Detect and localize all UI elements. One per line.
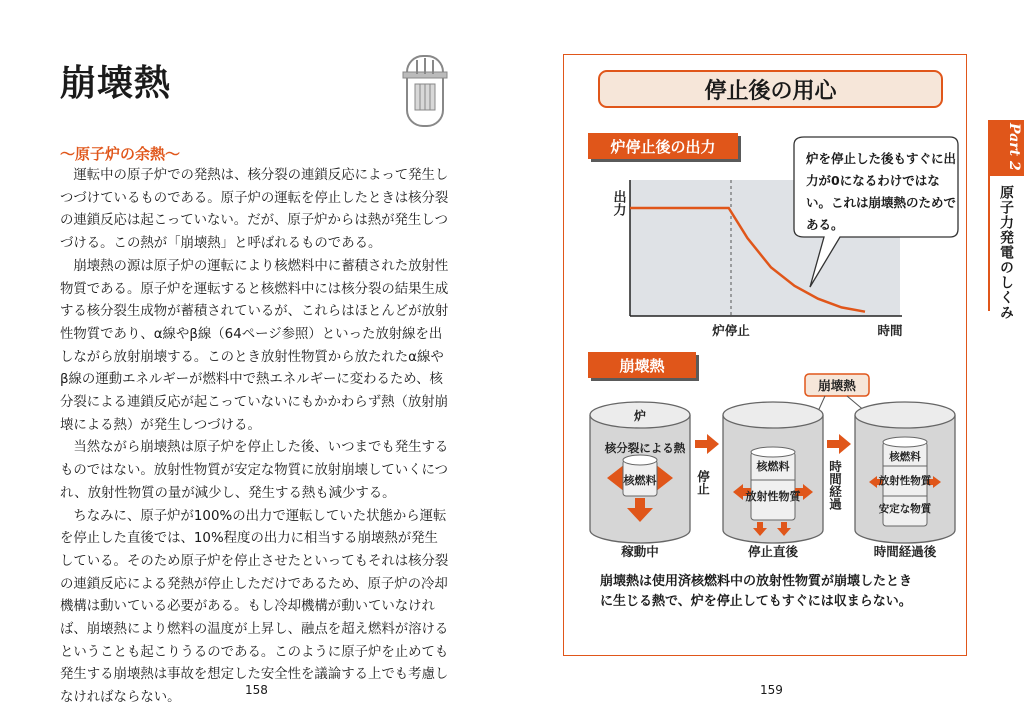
radioactive-label: 放射性物質 [745, 490, 801, 503]
callout-text: 炉を停止した後もすぐに出力が0になるわけではない。これは崩壊熱のためである。 [806, 151, 957, 232]
fission-heat-label: 核分裂による熱 [604, 441, 686, 455]
state-label-just-stopped: 停止直後 [747, 544, 799, 559]
x-axis-label: 時間 [877, 323, 903, 338]
paragraph: 崩壊熱の源は原子炉の運転により核燃料中に蓄積された放射性物質である。原子炉を運転すると核燃料中には核分裂の結果生成する核分裂生成物が蓄積されているが、これらはほとんどが放射性物質であり、α線やβ線（64ページ参照）といった放射線を出しながら放射崩壊する。このとき放射性物質から放たれたα線やβ線の運動エネルギーが燃料中で熱エネルギーに変わるため、核分裂による連鎖反応が起こっていないにもかかわらず熱（放射崩壊による熱）が発生しつづける。 [60, 258, 449, 433]
reactor-cylinder-after-time [855, 402, 955, 543]
chapter-side-title: 原子力発電のしくみ [998, 185, 1014, 320]
side-divider [988, 176, 990, 311]
part-tab-label: Part 2 [1006, 123, 1022, 171]
section-tag-output: 炉停止後の出力 [588, 133, 738, 159]
figure-caption: 崩壊熱は使用済核燃料中の放射性物質が崩壊したときに生じる熱で、炉を停止してもすぐには収まらない。 [600, 574, 913, 609]
transition-arrow-icon [695, 434, 719, 454]
state-label-after-time: 時間経過後 [873, 544, 937, 559]
reactor-label: 炉 [633, 409, 647, 423]
fuel-label: 核燃料 [756, 460, 790, 473]
page-number-left: 158 [245, 683, 268, 697]
section-subtitle: 〜原子炉の余熱〜 [60, 145, 181, 163]
fuel-label: 核燃料 [623, 474, 657, 487]
page-number-right: 159 [760, 683, 783, 697]
body-text [60, 165, 450, 710]
stable-label: 安定な物質 [878, 503, 932, 515]
y-axis-label: 出力 [610, 190, 626, 216]
x-marker-label: 炉停止 [712, 323, 750, 338]
reactor-cylinder-operating [590, 402, 690, 543]
section-tag-decay-heat: 崩壊熱 [588, 352, 696, 378]
paragraph: 運転中の原子炉での発熱は、核分裂の連鎖反応によって発生しつづけているものである。原子炉の運転を停止したときは核分裂の連鎖反応は起こっていない。だが、原子炉からは熱が発生しつづける。この熱が「崩壊熱」と呼ばれるものである。 [60, 168, 449, 252]
page-title: 崩壊熱 [60, 63, 172, 104]
state-label-operating: 稼動中 [621, 544, 659, 559]
figure-banner: 停止後の用心 [598, 70, 943, 108]
decay-heat-label: 崩壊熱 [818, 378, 856, 393]
transition-arrow-icon [827, 434, 851, 454]
fuel-label: 核燃料 [889, 451, 921, 463]
radioactive-label: 放射性物質 [878, 475, 932, 487]
paragraph: 当然ながら崩壊熱は原子炉を停止した後、いつまでも発生するものではない。放射性物質が安定な物質に放射崩壊していくにつれ、放射性物質の量が減少し、発生する熱も減少する。 [60, 440, 449, 501]
paragraph: ちなみに、原子炉が100%の出力で運転していた状態から運転を停止した直後では、10%程度の出力に相当する崩壊熱が発生している。そのため原子炉を停止させたといってもそれは核分裂の連鎖反応による発熱が停止しただけであるため、原子炉の冷却機構は動いている必要がある。もし冷却機構が動いていなければ、崩壊熱により燃料の温度が上昇し、融点を超え燃料が溶けるということも起こりうるのである。このように原子炉を止めても発生する崩壊熱は事故を想定した安全性を議論する上でも考慮しなければならない。 [60, 508, 449, 706]
reactor-vessel-icon [395, 50, 455, 132]
decay-heat-diagram [585, 370, 965, 570]
elapsed-label: 時間経過 [827, 460, 843, 510]
stop-label: 停止 [695, 470, 711, 495]
